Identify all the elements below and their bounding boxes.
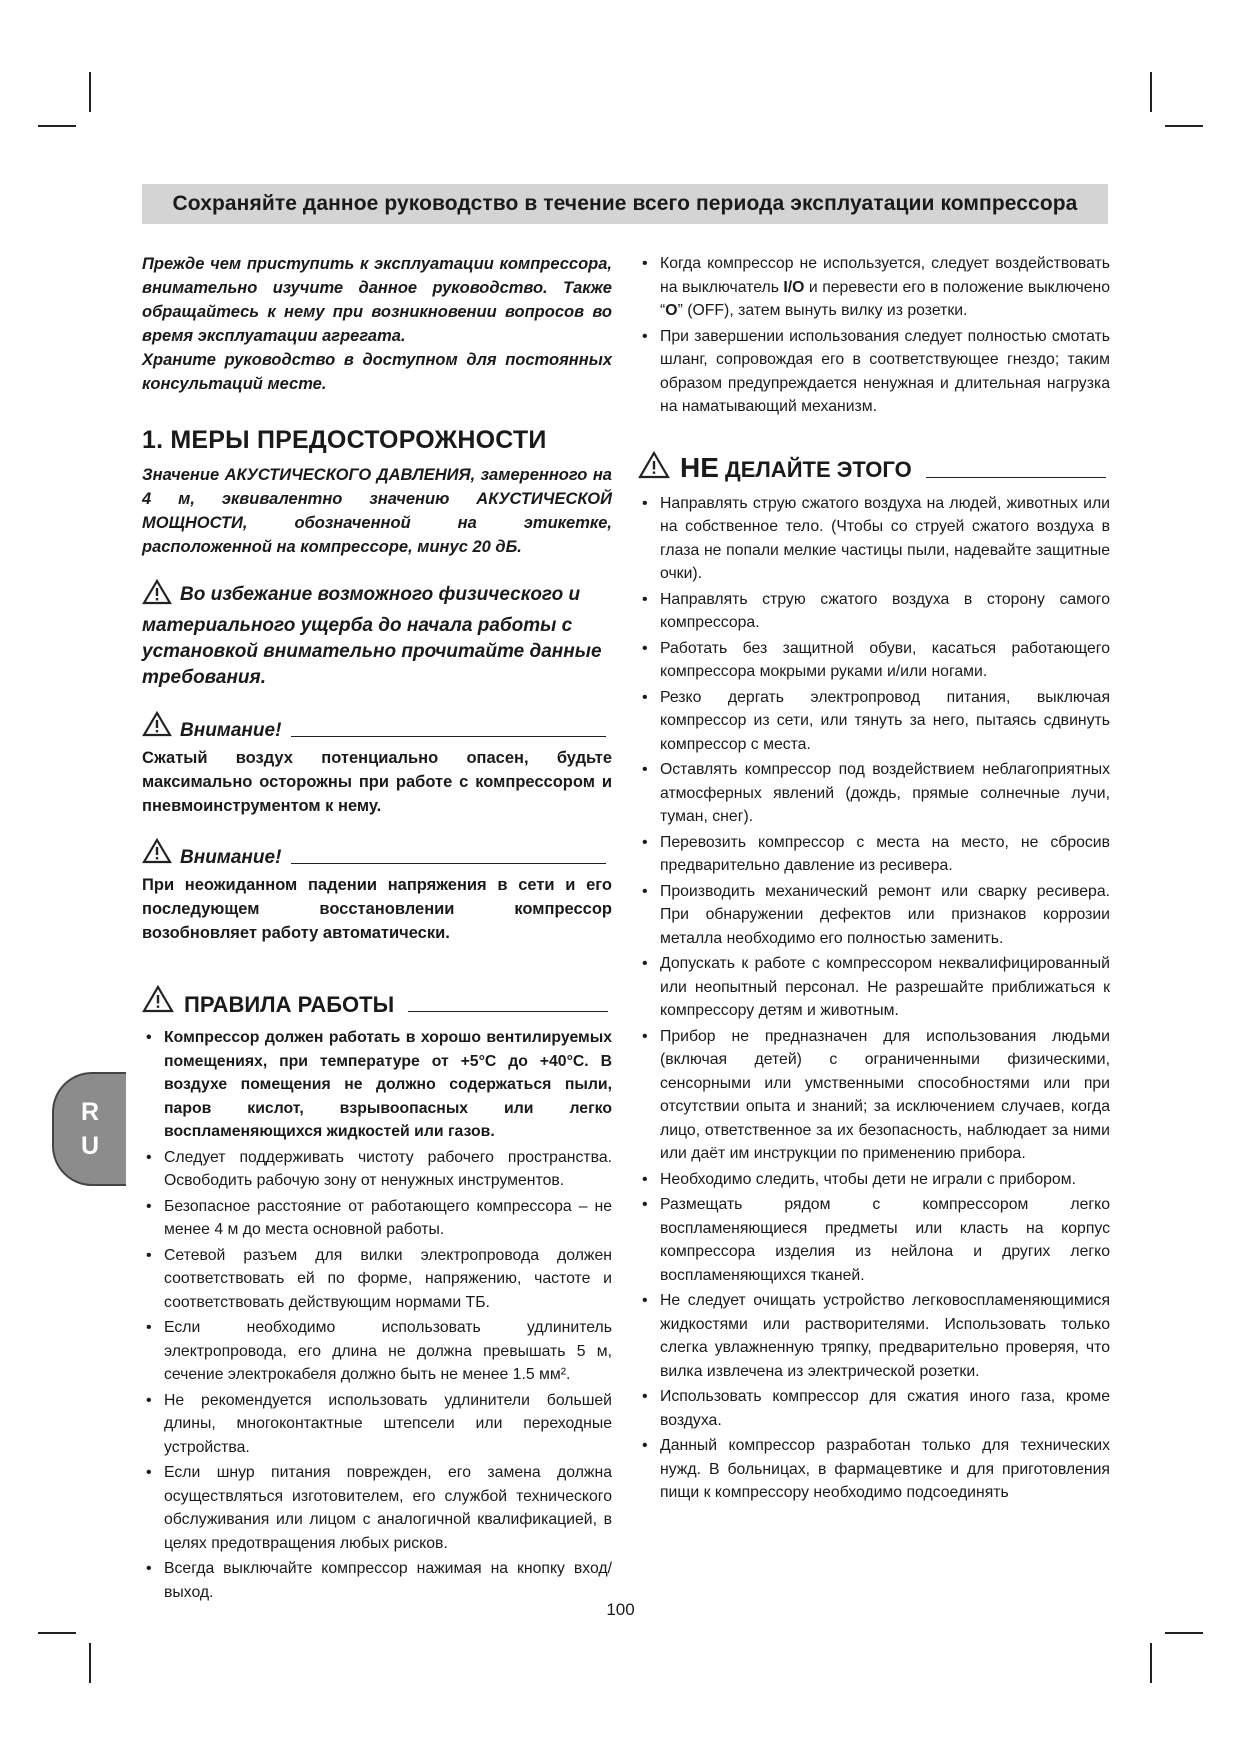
warning-triangle-icon — [142, 985, 174, 1018]
list-item: • Допускать к работе с компрессором неквалифицированный или неопытный персонал. Не разрешайте приближаться к компрессору детям и животным. — [638, 952, 1110, 1023]
rules-title: ПРАВИЛА РАБОТЫ — [184, 992, 395, 1017]
crop-mark — [38, 1632, 76, 1634]
crop-mark — [1165, 1632, 1203, 1634]
list-item: • Безопасное расстояние от работающего компрессора – не менее 4 м до места основной работы. — [142, 1195, 612, 1242]
heading-rule — [291, 863, 606, 864]
warning-triangle-icon — [142, 579, 172, 613]
list-item: • Размещать рядом с компрессором легко воспламеняющиеся предметы или класть на корпус компрессора изделия из нейлона и других легко воспламеняющихся тканей. — [638, 1193, 1110, 1287]
list-item: • Необходимо следить, чтобы дети не играли с прибором. — [638, 1168, 1110, 1192]
warning-triangle-icon — [142, 711, 172, 742]
crop-mark — [1150, 72, 1152, 112]
dont-title: НЕ ДЕЛАЙТЕ ЭТОГО — [680, 451, 912, 483]
list-item: • Производить механический ремонт или сварку ресивера. При обнаружении дефектов или признаков коррозии металла необходимо его полностью заменить. — [638, 880, 1110, 951]
attention-text: При неожиданном падении напряжения в сети и его последующем восстановлении компрессор возобновляет работу автоматически. — [142, 876, 612, 942]
list-item: • Если необходимо использовать удлинитель электропровода, его длина не должна превышать 5 м, сечение электрокабеля должно быть не менее 1.5 мм². — [142, 1316, 612, 1387]
attention-text: Сжатый воздух потенциально опасен, будьте максимально осторожны при работе с компрессором и пневмоинструментом к нему. — [142, 749, 612, 815]
crop-mark — [1165, 125, 1203, 127]
heading-rule — [408, 1011, 608, 1012]
intro-paragraph: Прежде чем приступить к эксплуатации компрессора, внимательно изучите данное руководство. Также обращайтесь к нему при возникновении вопросов во время эксплуатации агрегата. — [142, 255, 612, 345]
list-item: • Сетевой разъем для вилки электропровода должен соответствовать ей по форме, напряжению, частоте и соответствовать действующим нормами ТБ. — [142, 1244, 612, 1315]
list-item: • Работать без защитной обуви, касаться работающего компрессора мокрыми руками и/или ногами. — [638, 637, 1110, 684]
list-item: • Данный компрессор разработан только для технических нужд. В больницах, в фармацевтике и для приготовления пищи к компрессору необходимо подсоединять — [638, 1434, 1110, 1505]
list-item: • Следует поддерживать чистоту рабочего пространства. Освободить рабочую зону от ненужных инструментов. — [142, 1146, 612, 1193]
noise-note: Значение АКУСТИЧЕСКОГО ДАВЛЕНИЯ, замеренного на 4 м, эквивалентно значению АКУСТИЧЕСКОЙ МОЩНОСТИ, обозначенной на этикетке, расположенной на компрессоре, минус 20 дБ. — [142, 466, 612, 556]
crop-mark — [89, 1643, 91, 1683]
dont-list — [638, 492, 1110, 1505]
intro-paragraph: Храните руководство в доступном для постоянных консультаций месте. — [142, 351, 612, 393]
attention-label: Внимание! — [180, 720, 282, 741]
page-number: 100 — [606, 1600, 635, 1619]
usage-list — [638, 252, 1110, 419]
section-title-precautions: 1. МЕРЫ ПРЕДОСТОРОЖНОСТИ — [142, 426, 547, 454]
warning-triangle-icon — [638, 451, 670, 484]
rules-heading — [142, 985, 612, 1018]
header-banner: Сохраняйте данное руководство в течение всего периода эксплуатации компрессора — [142, 184, 1108, 224]
list-item: • Оставлять компрессор под воздействием неблагоприятных атмосферных явлений (дождь, прямые солнечные лучи, туман, снег). — [638, 758, 1110, 829]
list-item: • Компрессор должен работать в хорошо вентилируемых помещениях, при температуре от +5°С до +40°С. В воздухе помещения не должно содержаться пыли, паров кислот, взрывоопасных или легко воспламеняющихся жидкостей или газов. — [142, 1026, 612, 1144]
switch-label: I/O — [783, 278, 805, 296]
main-warning-text: Во избежание возможного физического и материального ущерба до начала работы с установкой внимательно прочитайте данные требования. — [142, 584, 602, 688]
heading-rule — [926, 477, 1106, 478]
off-symbol: O — [665, 302, 678, 319]
right-column — [638, 252, 1110, 1507]
left-column — [142, 252, 612, 1606]
list-item: • Направлять струю сжатого воздуха в сторону самого компрессора. — [638, 588, 1110, 635]
list-item: • При завершении использования следует полностью смотать шланг, сопровождая его в соответствующее гнездо; таким образом предупреждается ненужная и длительная нагрузка на наматывающий механизм. — [638, 325, 1110, 419]
list-item: • Прибор не предназначен для использования людьми (включая детей) с ограниченными физическими, сенсорными или умственными способностями или при отсутствии опыта и знаний; за исключением случаев, когда лицо, ответственное за их безопасность, наблюдает за ними или даёт им инструкции по применению прибора. — [638, 1025, 1110, 1166]
heading-rule — [291, 736, 606, 737]
list-item: • Не рекомендуется использовать удлинители большей длины, многоконтактные штепсели или переходные устройства. — [142, 1389, 612, 1460]
crop-mark — [38, 125, 76, 127]
list-item: • Когда компрессор не используется, следует воздействовать на выключатель I/O и перевести его в положение выключено “O” (OFF), затем вынуть вилку из розетки. — [638, 252, 1110, 323]
list-item: • Если шнур питания поврежден, его замена должна осуществляться изготовителем, его службой технического обслуживания или лицом с аналогичной квалификацией, в целях предотвращения любых рисков. — [142, 1461, 612, 1555]
crop-mark — [1150, 1643, 1152, 1683]
attention-label: Внимание! — [180, 847, 282, 868]
warning-triangle-icon — [142, 838, 172, 869]
main-warning — [142, 579, 612, 691]
list-item: • Перевозить компрессор с места на место, не сбросив предварительно давление из ресивера. — [638, 831, 1110, 878]
list-item: • Использовать компрессор для сжатия иного газа, кроме воздуха. — [638, 1385, 1110, 1432]
list-item: • Направлять струю сжатого воздуха на людей, животных или на собственное тело. (Чтобы со струей сжатого воздуха в глаза не попали мелкие частицы пыли, надевайте защитные очки). — [638, 492, 1110, 586]
list-item: • Резко дергать электропровод питания, выключая компрессор из сети, или тянуть за него, пытаясь сдвинуть компрессор с места. — [638, 686, 1110, 757]
rules-list — [142, 1026, 612, 1604]
list-item: • Не следует очищать устройство легковоспламеняющимися жидкостями или растворителями. Использовать только слегка увлажненную тряпку, предварительно проверяя, что вилка извлечена из электрической розетки. — [638, 1289, 1110, 1383]
dont-heading — [638, 451, 1110, 484]
attention-heading — [142, 711, 612, 742]
crop-mark — [89, 72, 91, 112]
attention-heading — [142, 838, 612, 869]
language-tab: R U — [52, 1072, 126, 1186]
list-item: • Всегда выключайте компрессор нажимая на кнопку вход/выход. — [142, 1557, 612, 1604]
